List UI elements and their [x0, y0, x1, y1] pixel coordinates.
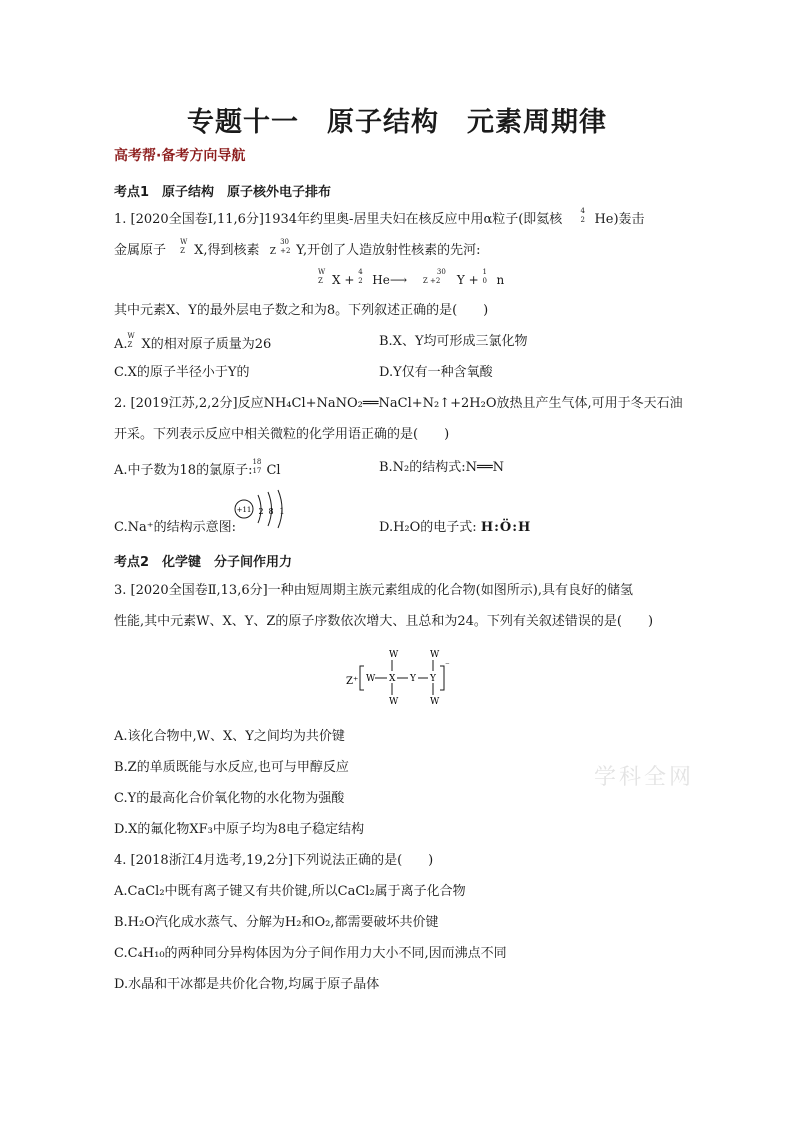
- q2-option-b[interactable]: B.N₂的结构式:N══N: [379, 460, 505, 475]
- q2-a-text: A.中子数为18的氯原子:: [114, 463, 253, 478]
- q1-text-b: 金属原子: [114, 243, 167, 258]
- na-ion-structure-diagram: [230, 487, 294, 535]
- q4-option-a[interactable]: A.CaCl₂中既有离子键又有共价键,所以CaCl₂属于离子化合物: [114, 884, 466, 899]
- q2-option-c[interactable]: C.Na⁺的结构示意图:: [114, 520, 236, 535]
- q2-a-mass: 18: [252, 458, 262, 466]
- q2-option-a[interactable]: [114, 460, 281, 479]
- struct-x: X: [389, 674, 396, 684]
- q1-y-nuclide: [280, 240, 296, 256]
- q1-option-c[interactable]: C.X的原子半径小于Y的: [114, 365, 250, 380]
- eq-he-nuclide: [358, 270, 372, 286]
- kaodian-1-heading: 考点1 原子结构 原子核外电子排布: [114, 185, 332, 200]
- eq-x-nuclide: [318, 270, 332, 286]
- na-nucleus-charge: +11: [236, 506, 252, 514]
- q1-stem-line3: 其中元素X、Y的最外层电子数之和为8。下列叙述正确的是( ): [114, 303, 489, 318]
- q3-option-c[interactable]: C.Y的最高化合价氧化物的水化物为强酸: [114, 791, 345, 806]
- q4-option-c[interactable]: C.C₄H₁₀的两种同分异构体因为分子间作用力大小不同,因而沸点不同: [114, 946, 507, 961]
- he-mass: 4: [580, 207, 585, 215]
- q2-option-d[interactable]: [379, 520, 531, 536]
- struct-w-x-top: W: [389, 650, 399, 660]
- x-mass: W: [180, 238, 188, 246]
- eq-n-number: 0: [482, 277, 487, 285]
- y-mass: 30: [280, 238, 290, 246]
- struct-w-y-top: W: [430, 650, 440, 660]
- q1-equation: [318, 270, 504, 288]
- h2o-electron-formula: H:Ö:H: [480, 520, 532, 535]
- struct-y-right: Y: [430, 674, 436, 684]
- q1-text-a: 1. [2020全国卷Ⅰ,11,6分]1934年约里奥-居里夫妇在核反应中用α粒子(即氦核: [114, 212, 563, 227]
- q2-a-number: 17: [252, 467, 262, 475]
- q1-option-a[interactable]: [114, 334, 271, 353]
- q3-stem-line2: 性能,其中元素W、X、Y、Z的原子序数依次增大、且总和为24。下列有关叙述错误的是( ): [114, 614, 654, 629]
- q2-stem-line1: 2. [2019江苏,2,2分]反应NH₄Cl+NaNO₂══NaCl+N₂↑+2H₂O放热且产生气体,可用于冬天石油: [114, 396, 683, 411]
- q3-option-d[interactable]: D.X的氟化物XF₃中原子均为8电子稳定结构: [114, 822, 365, 837]
- section-nav-heading: 高考帮·备考方向导航: [114, 148, 246, 164]
- eq-n: n: [496, 273, 505, 287]
- q1-y-symbol: Y,开创了人造放射性核素的先河:: [296, 243, 481, 258]
- eq-he-mass: 4: [358, 268, 363, 276]
- eq-y-nuclide: [423, 270, 457, 286]
- q1-stem-line2: [114, 240, 481, 260]
- kaodian-2-heading: 考点2 化学键 分子间作用力: [114, 555, 293, 570]
- q2-d-text: D.H₂O的电子式:: [379, 520, 477, 535]
- watermark: 学科全网: [594, 765, 695, 790]
- q3-option-a[interactable]: A.该化合物中,W、X、Y之间均为共价键: [114, 729, 345, 744]
- eq-n-nuclide: [482, 270, 496, 286]
- struct-w-left: W: [366, 674, 376, 684]
- q2-a-symbol: Cl: [266, 463, 281, 478]
- q4-option-b[interactable]: B.H₂O汽化成水蒸气、分解为H₂和O₂,都需要破坏共价键: [114, 915, 439, 930]
- struct-y-middle: Y: [410, 674, 416, 684]
- eq-y: Y +: [456, 273, 479, 287]
- struct-charge: ⁻: [445, 661, 450, 671]
- q1-option-d[interactable]: D.Y仅有一种含氧酸: [379, 365, 493, 380]
- q3-stem-line1: 3. [2020全国卷Ⅱ,13,6分]一种由短周期主族元素组成的化合物(如图所示),具有良好的储氢: [114, 583, 633, 598]
- q1-a-mass: W: [127, 332, 135, 340]
- q1-option-b[interactable]: B.X、Y均可形成三氯化物: [379, 334, 528, 349]
- x-number: Z: [180, 247, 186, 255]
- he-number: 2: [580, 216, 585, 224]
- bracket-right: [440, 666, 444, 690]
- shell-3-electrons: 1: [279, 507, 285, 516]
- q2-a-nuclide: [252, 460, 266, 476]
- struct-cation: Z⁺: [346, 676, 359, 687]
- q4-option-d[interactable]: D.水晶和干冰都是共价化合物,均属于原子晶体: [114, 977, 380, 992]
- q1-a-label: A.: [114, 337, 128, 352]
- shell-1-electrons: 2: [258, 507, 264, 516]
- eq-x-mass: W: [318, 268, 326, 276]
- q1-a-text: X的相对原子质量为26: [141, 337, 272, 352]
- eq-y-mass: 30: [436, 268, 446, 276]
- eq-x: X +: [332, 273, 355, 287]
- q2-stem-line2: 开采。下列表示反应中相关微粒的化学用语正确的是( ): [114, 427, 450, 442]
- q3-option-b[interactable]: B.Z的单质既能与水反应,也可与甲醇反应: [114, 760, 349, 775]
- q1-a-number: Z: [127, 341, 133, 349]
- struct-w-y-bottom: W: [430, 697, 440, 707]
- q1-he-symbol: He)轰击: [594, 212, 645, 227]
- q1-x-nuclide: [180, 240, 194, 256]
- q1-stem-line1: [114, 209, 645, 228]
- q1-y-prefix: Z: [269, 247, 276, 257]
- shell-2-electrons: 8: [268, 507, 274, 516]
- eq-he: He⟶: [372, 273, 408, 287]
- y-number: +2: [280, 247, 291, 255]
- eq-n-mass: 1: [482, 268, 487, 276]
- eq-y-number: Z +2: [422, 277, 441, 285]
- page-title: 专题十一 原子结构 元素周期律: [187, 107, 607, 138]
- bracket-left: [360, 666, 364, 690]
- eq-x-number: Z: [318, 277, 323, 285]
- compound-structure-diagram: [340, 646, 460, 710]
- q1-x-symbol: X,得到核素: [194, 243, 260, 258]
- eq-he-number: 2: [358, 277, 363, 285]
- struct-w-x-bottom: W: [389, 697, 399, 707]
- q1-helium-nuclide: [580, 209, 594, 225]
- q1-a-nuclide: [128, 334, 142, 350]
- q4-stem: 4. [2018浙江4月选考,19,2分]下列说法正确的是( ): [114, 853, 434, 868]
